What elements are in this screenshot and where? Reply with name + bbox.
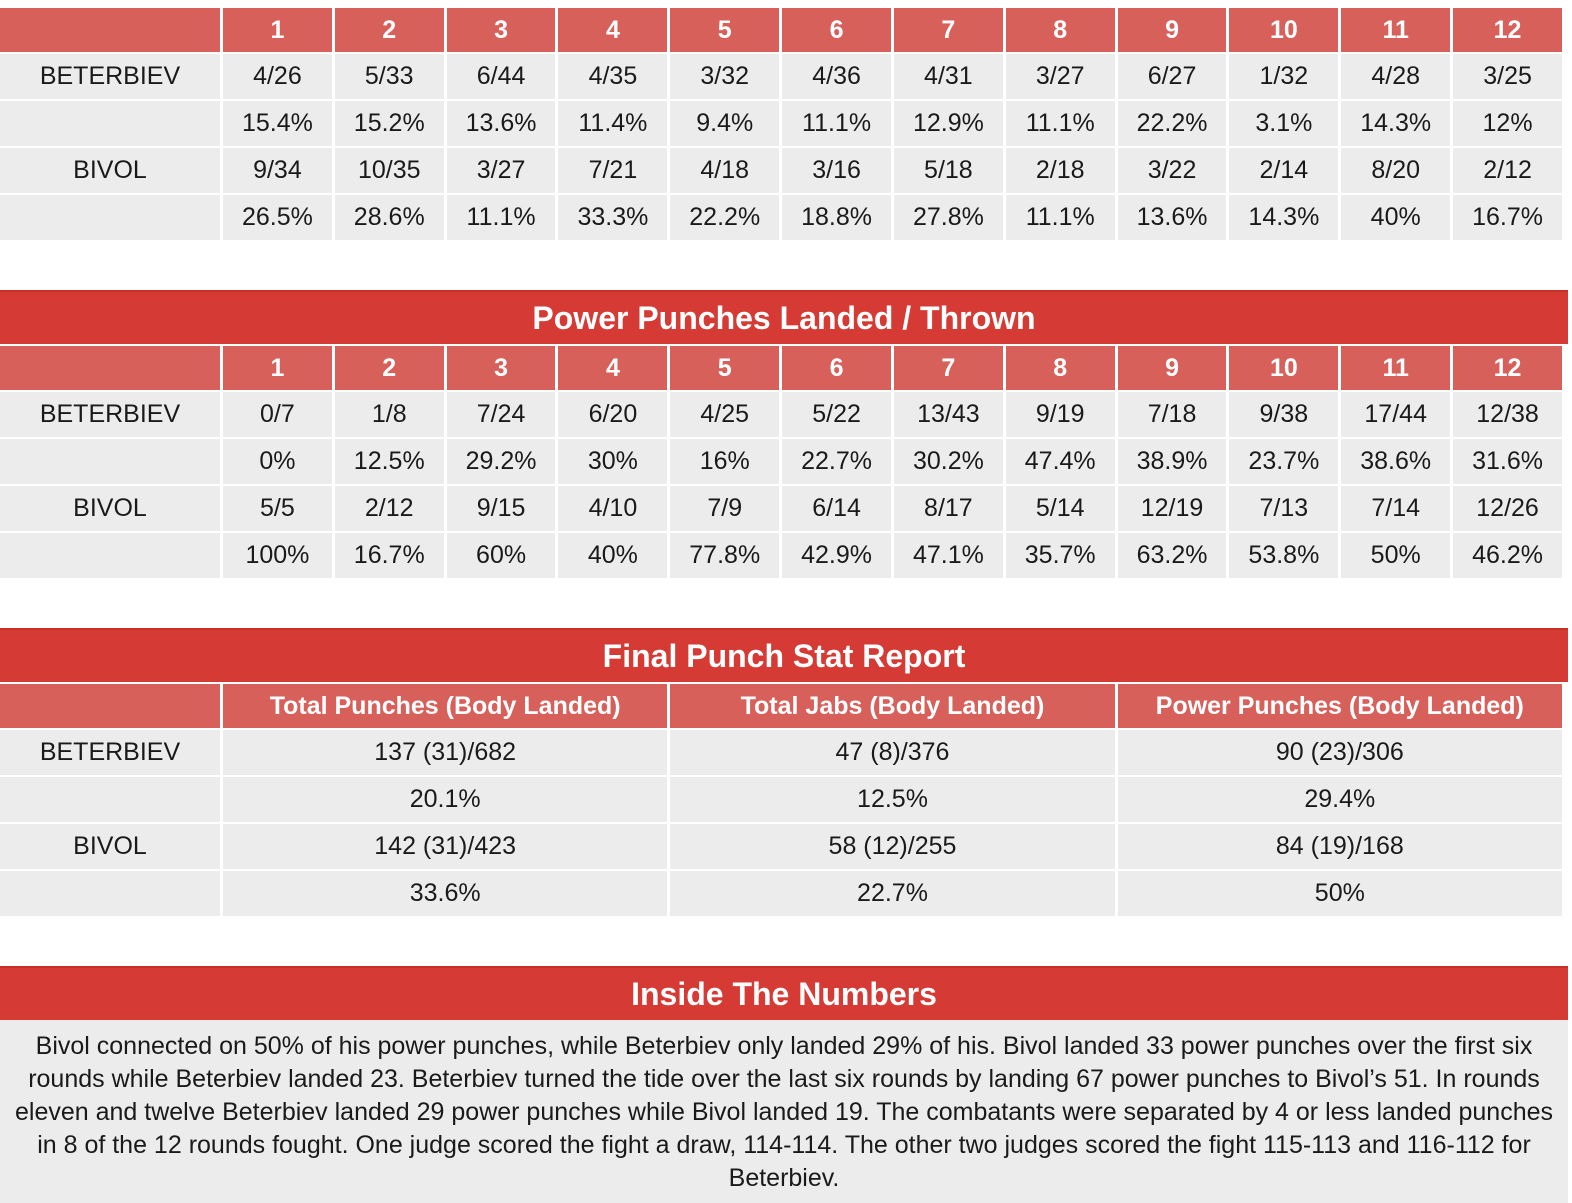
round-header: 12 — [1453, 6, 1562, 54]
stat-cell: 12/19 — [1118, 486, 1227, 533]
table-row — [0, 871, 1562, 918]
pct-cell: 47.1% — [894, 533, 1003, 580]
round-header: 3 — [447, 6, 556, 54]
column-header: Power Punches (Body Landed) — [1118, 682, 1562, 730]
round-header: 5 — [670, 344, 779, 392]
stat-cell: 9/19 — [1006, 392, 1115, 439]
stat-cell: 7/18 — [1118, 392, 1227, 439]
stat-cell: 5/18 — [894, 148, 1003, 195]
round-header: 9 — [1118, 344, 1227, 392]
stat-cell: 2/12 — [335, 486, 444, 533]
pct-cell: 12.9% — [894, 101, 1003, 148]
pct-cell: 27.8% — [894, 195, 1003, 242]
pct-cell: 13.6% — [447, 101, 556, 148]
pct-cell: 11.1% — [1006, 101, 1115, 148]
stat-cell: 3/16 — [782, 148, 891, 195]
stat-cell: 6/20 — [558, 392, 667, 439]
pct-cell: 11.1% — [447, 195, 556, 242]
pct-cell: 22.7% — [782, 439, 891, 486]
table-row — [0, 148, 1562, 195]
stat-cell: 12/26 — [1453, 486, 1562, 533]
round-header: 8 — [1006, 6, 1115, 54]
pct-cell: 50% — [1341, 533, 1450, 580]
column-header: Total Jabs (Body Landed) — [670, 682, 1114, 730]
fighter-name: BETERBIEV — [0, 392, 220, 439]
round-header: 7 — [894, 6, 1003, 54]
table-row — [0, 824, 1562, 871]
round-header: 10 — [1229, 6, 1338, 54]
pct-cell: 14.3% — [1341, 101, 1450, 148]
round-header: 4 — [558, 6, 667, 54]
fighter-name-empty — [0, 777, 220, 824]
inside-text: Bivol connected on 50% of his power punches, while Beterbiev only landed 29% of his. Bivol landed 33 power punches over the first six rounds while Beterbiev landed 23. Beterbiev turned the tide over the last six rounds by landing 67 power punches to Bivol’s 51. In rounds eleven and twelve Beterbiev landed 29 power punches while Bivol landed 19. The combatants were separated by 4 or less landed punches in 8 of the 12 rounds fought. One judge scored the fight a draw, 114-114. The other two judges scored the fight 115-113 and 116-112 for Beterbiev. — [0, 1020, 1568, 1203]
pct-cell: 11.1% — [782, 101, 891, 148]
stat-cell: 12/38 — [1453, 392, 1562, 439]
stat-cell: 1/32 — [1229, 54, 1338, 101]
round-header: 9 — [1118, 6, 1227, 54]
stat-cell: 7/9 — [670, 486, 779, 533]
stat-cell: 6/27 — [1118, 54, 1227, 101]
pct-cell: 63.2% — [1118, 533, 1227, 580]
pct-cell: 13.6% — [1118, 195, 1227, 242]
stat-cell: 137 (31)/682 — [223, 730, 667, 777]
pct-cell: 29.4% — [1118, 777, 1562, 824]
pct-cell: 100% — [223, 533, 332, 580]
stat-cell: 142 (31)/423 — [223, 824, 667, 871]
stat-cell: 7/14 — [1341, 486, 1450, 533]
fighter-name: BIVOL — [0, 824, 220, 871]
round-header: 6 — [782, 344, 891, 392]
pct-cell: 33.6% — [223, 871, 667, 918]
final-section — [0, 628, 1568, 918]
pct-cell: 53.8% — [1229, 533, 1338, 580]
pct-cell: 33.3% — [558, 195, 667, 242]
stat-cell: 3/27 — [447, 148, 556, 195]
stat-cell: 1/8 — [335, 392, 444, 439]
stat-cell: 5/22 — [782, 392, 891, 439]
pct-cell: 35.7% — [1006, 533, 1115, 580]
pct-cell: 40% — [1341, 195, 1450, 242]
pct-cell: 38.6% — [1341, 439, 1450, 486]
pct-cell: 15.4% — [223, 101, 332, 148]
stat-cell: 4/18 — [670, 148, 779, 195]
fighter-name: BIVOL — [0, 148, 220, 195]
pct-cell: 30.2% — [894, 439, 1003, 486]
fighter-name-empty — [0, 101, 220, 148]
table-row — [0, 101, 1562, 148]
pct-cell: 60% — [447, 533, 556, 580]
stat-cell: 4/26 — [223, 54, 332, 101]
pct-cell: 42.9% — [782, 533, 891, 580]
pct-cell: 15.2% — [335, 101, 444, 148]
table-row — [0, 195, 1562, 242]
pct-cell: 16% — [670, 439, 779, 486]
fighter-name: BIVOL — [0, 486, 220, 533]
table-row — [0, 54, 1562, 101]
stat-cell: 7/13 — [1229, 486, 1338, 533]
pct-cell: 26.5% — [223, 195, 332, 242]
fighter-name-empty — [0, 871, 220, 918]
round-header: 10 — [1229, 344, 1338, 392]
stat-cell: 3/32 — [670, 54, 779, 101]
stat-cell: 2/18 — [1006, 148, 1115, 195]
stat-cell: 8/17 — [894, 486, 1003, 533]
stat-cell: 5/5 — [223, 486, 332, 533]
stat-cell: 7/24 — [447, 392, 556, 439]
table-row — [0, 777, 1562, 824]
pct-cell: 22.7% — [670, 871, 1114, 918]
pct-cell: 12.5% — [335, 439, 444, 486]
pct-cell: 3.1% — [1229, 101, 1338, 148]
fighter-name: BETERBIEV — [0, 54, 220, 101]
inside-section — [0, 966, 1568, 1203]
stat-cell: 8/20 — [1341, 148, 1450, 195]
stat-cell: 3/27 — [1006, 54, 1115, 101]
stat-cell: 9/15 — [447, 486, 556, 533]
round-header: 4 — [558, 344, 667, 392]
stat-cell: 3/25 — [1453, 54, 1562, 101]
corner-cell — [0, 682, 220, 730]
fighter-name-empty — [0, 439, 220, 486]
corner-cell — [0, 6, 220, 54]
pct-cell: 50% — [1118, 871, 1562, 918]
stat-cell: 4/35 — [558, 54, 667, 101]
round-header: 11 — [1341, 344, 1450, 392]
stat-cell: 58 (12)/255 — [670, 824, 1114, 871]
pct-cell: 22.2% — [670, 195, 779, 242]
pct-cell: 20.1% — [223, 777, 667, 824]
stat-cell: 5/33 — [335, 54, 444, 101]
pct-cell: 0% — [223, 439, 332, 486]
table-row — [0, 439, 1562, 486]
stat-cell: 3/22 — [1118, 148, 1227, 195]
pct-cell: 16.7% — [1453, 195, 1562, 242]
pct-cell: 28.6% — [335, 195, 444, 242]
pct-cell: 12.5% — [670, 777, 1114, 824]
round-header: 5 — [670, 6, 779, 54]
round-header: 6 — [782, 6, 891, 54]
stat-cell: 90 (23)/306 — [1118, 730, 1562, 777]
pct-cell: 30% — [558, 439, 667, 486]
stat-cell: 6/44 — [447, 54, 556, 101]
stat-cell: 4/10 — [558, 486, 667, 533]
round-header: 12 — [1453, 344, 1562, 392]
stat-cell: 4/31 — [894, 54, 1003, 101]
round-header: 8 — [1006, 344, 1115, 392]
stat-cell: 5/14 — [1006, 486, 1115, 533]
table-row — [0, 533, 1562, 580]
stat-cell: 10/35 — [335, 148, 444, 195]
stat-cell: 2/12 — [1453, 148, 1562, 195]
stat-cell: 47 (8)/376 — [670, 730, 1114, 777]
round-header: 1 — [223, 6, 332, 54]
stat-cell: 13/43 — [894, 392, 1003, 439]
pct-cell: 47.4% — [1006, 439, 1115, 486]
pct-cell: 22.2% — [1118, 101, 1227, 148]
round-header: 3 — [447, 344, 556, 392]
section-title: Power Punches Landed / Thrown — [0, 290, 1568, 344]
stat-cell: 6/14 — [782, 486, 891, 533]
pct-cell: 11.4% — [558, 101, 667, 148]
pct-cell: 77.8% — [670, 533, 779, 580]
round-header: 7 — [894, 344, 1003, 392]
corner-cell — [0, 344, 220, 392]
pct-cell: 29.2% — [447, 439, 556, 486]
column-header: Total Punches (Body Landed) — [223, 682, 667, 730]
jabs-section — [0, 6, 1568, 242]
table-row — [0, 730, 1562, 777]
round-header: 1 — [223, 344, 332, 392]
round-header: 2 — [335, 6, 444, 54]
pct-cell: 23.7% — [1229, 439, 1338, 486]
fighter-name-empty — [0, 195, 220, 242]
round-header: 11 — [1341, 6, 1450, 54]
jabs-table — [0, 6, 1565, 242]
final-table — [0, 682, 1565, 918]
section-title: Inside The Numbers — [0, 966, 1568, 1020]
stat-cell: 17/44 — [1341, 392, 1450, 439]
fighter-name-empty — [0, 533, 220, 580]
pct-cell: 46.2% — [1453, 533, 1562, 580]
column-header-row — [0, 682, 1562, 730]
stat-cell: 9/38 — [1229, 392, 1338, 439]
pct-cell: 14.3% — [1229, 195, 1338, 242]
stat-cell: 9/34 — [223, 148, 332, 195]
table-row — [0, 392, 1562, 439]
pct-cell: 40% — [558, 533, 667, 580]
stat-cell: 84 (19)/168 — [1118, 824, 1562, 871]
fighter-name: BETERBIEV — [0, 730, 220, 777]
power-section — [0, 290, 1568, 580]
power-table — [0, 344, 1565, 580]
round-header: 2 — [335, 344, 444, 392]
stat-cell: 4/28 — [1341, 54, 1450, 101]
pct-cell: 12% — [1453, 101, 1562, 148]
stat-cell: 0/7 — [223, 392, 332, 439]
round-header-row — [0, 6, 1562, 54]
table-row — [0, 486, 1562, 533]
stat-cell: 4/36 — [782, 54, 891, 101]
stat-cell: 4/25 — [670, 392, 779, 439]
pct-cell: 16.7% — [335, 533, 444, 580]
round-header-row — [0, 344, 1562, 392]
pct-cell: 31.6% — [1453, 439, 1562, 486]
stat-cell: 2/14 — [1229, 148, 1338, 195]
stat-cell: 7/21 — [558, 148, 667, 195]
pct-cell: 9.4% — [670, 101, 779, 148]
section-title: Final Punch Stat Report — [0, 628, 1568, 682]
pct-cell: 18.8% — [782, 195, 891, 242]
pct-cell: 38.9% — [1118, 439, 1227, 486]
pct-cell: 11.1% — [1006, 195, 1115, 242]
